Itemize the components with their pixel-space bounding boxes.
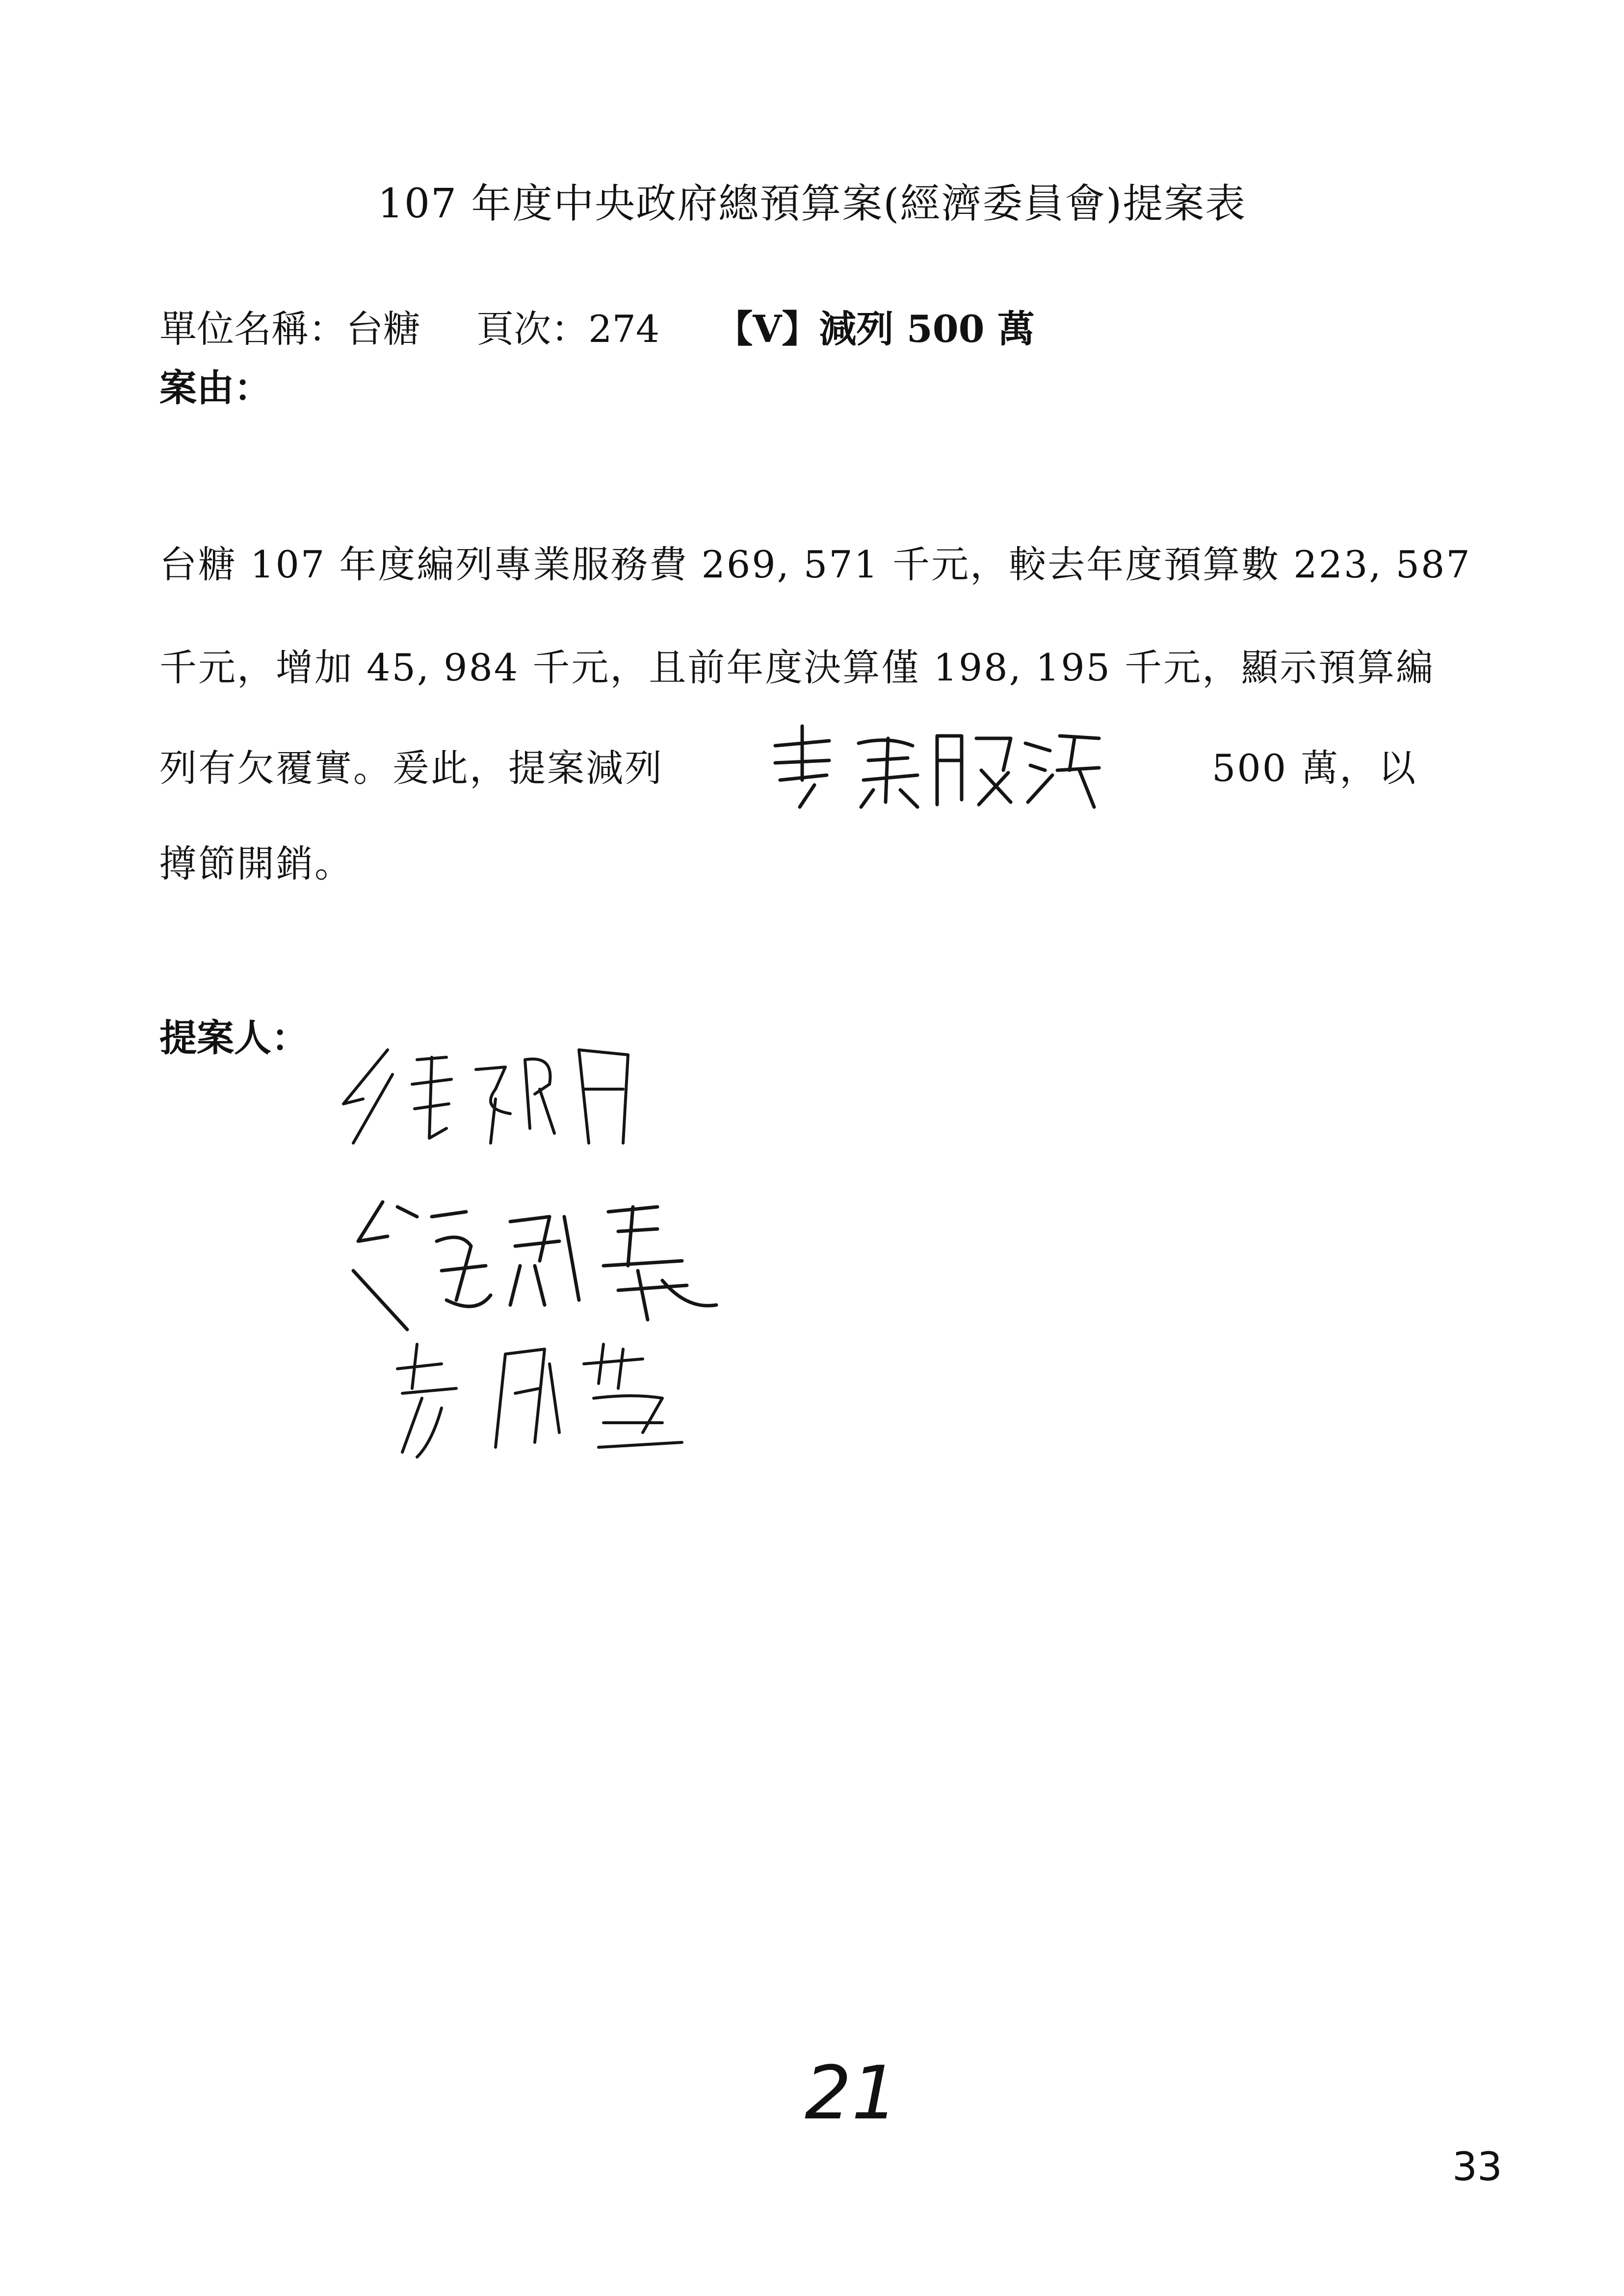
unit-name: 單位名稱：台糖	[159, 307, 420, 351]
body-line-2: 千元，增加 45, 984 千元，且前年度決算僅 198, 195 千元，顯示預算編	[159, 646, 1435, 689]
page-number: 21	[805, 2051, 898, 2136]
body-line-1: 台糖 107 年度編列專業服務費 269, 571 千元，較去年度預算數 223, 587	[159, 543, 1471, 586]
action-type: 【V】減列 500 萬	[715, 307, 1035, 351]
signature-3	[388, 1334, 721, 1462]
body-line-3-start: 列有欠覆實。爰此，提案減列	[159, 746, 663, 790]
proposer-label: 提案人：	[159, 1016, 309, 1060]
signature-2	[343, 1187, 736, 1334]
form-meta	[159, 299, 1035, 353]
corner-number: 33	[1452, 2144, 1502, 2190]
body-line-3-end: 500 萬，以	[1212, 746, 1417, 790]
page-reference: 頁次：274	[476, 307, 660, 351]
body-line-4: 撙節開銷。	[159, 842, 353, 886]
reason-label: 案由：	[159, 366, 271, 410]
handwritten-insert	[756, 716, 1109, 814]
form-title: 107 年度中央政府總預算案(經濟委員會)提案表	[377, 181, 1247, 227]
signature-1	[334, 1030, 648, 1158]
